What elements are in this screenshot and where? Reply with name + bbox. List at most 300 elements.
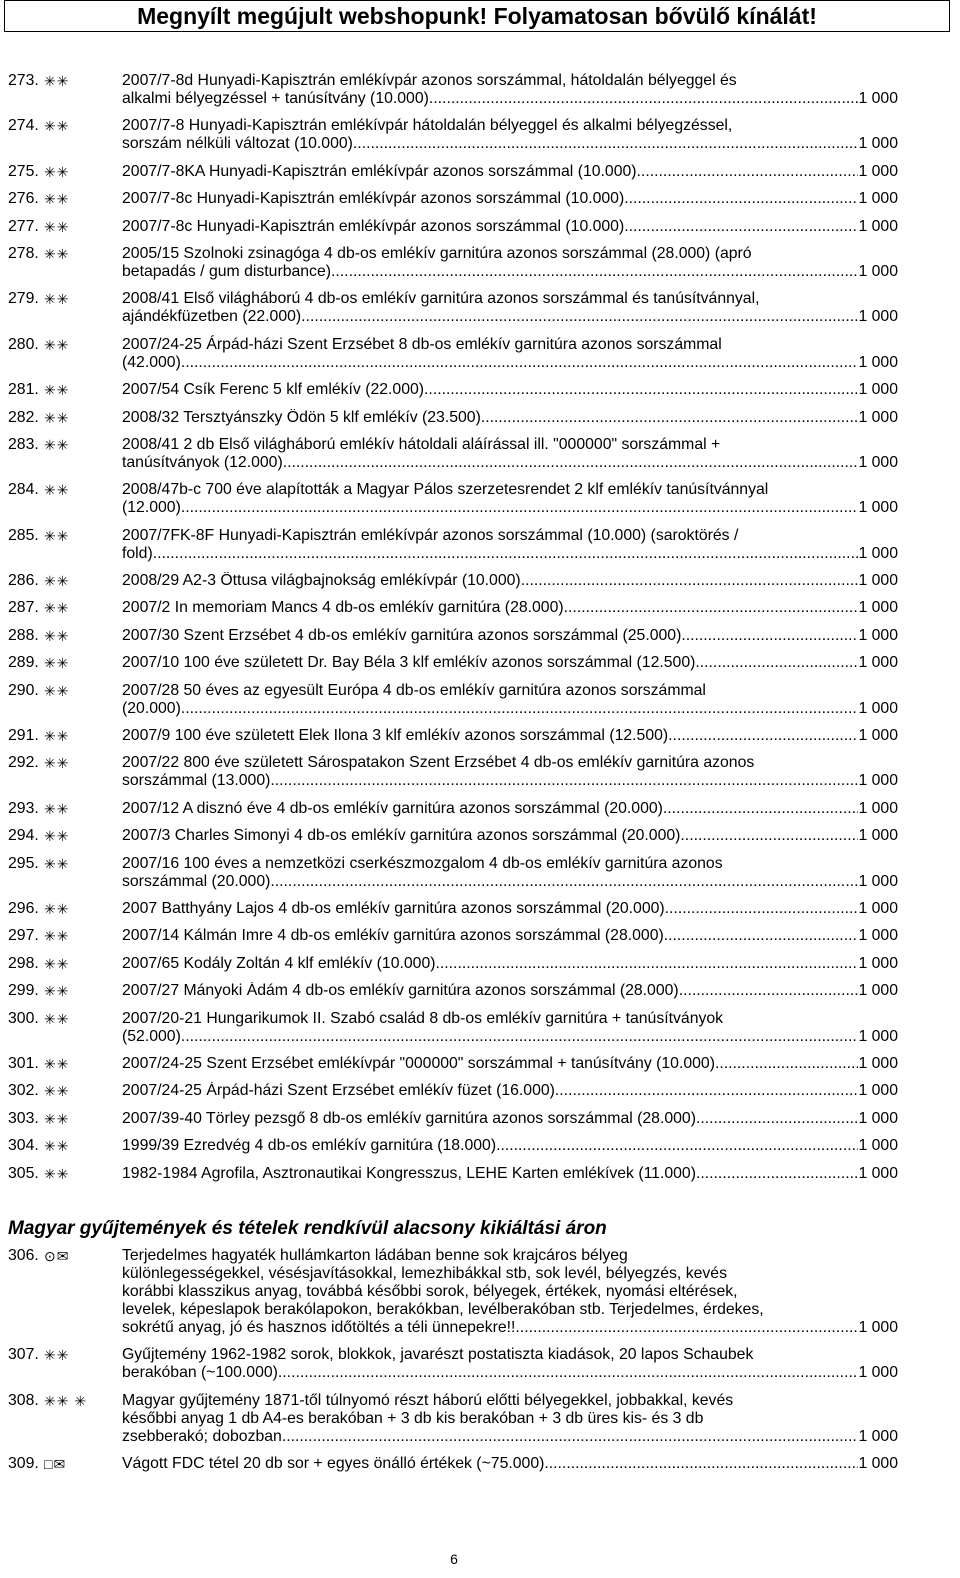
lot-number: 281. xyxy=(8,381,39,399)
description-line: Magyar gyűjtemény 1871-től túlnyomó részt háború előtti bélyegekkel, jobbakkal, kevés xyxy=(122,1391,734,1409)
description-line: 2007/12 A disznó éve 4 db-os emlékív garnitúra azonos sorszámmal (20.000) xyxy=(122,799,663,817)
price-line xyxy=(122,545,898,563)
condition-marks: ✳✳ xyxy=(44,983,70,1000)
description-line: 1982-1984 Agrofila, Asztronautikai Kongresszus, LEHE Karten emlékívek (11.000) xyxy=(122,1164,696,1182)
price-line xyxy=(122,190,898,208)
lot-number: 282. xyxy=(8,408,39,426)
description-line: korábbi klasszikus anyag, továbbá későbbi sorok, bélyegek, értékek, nyomási eltérések, xyxy=(122,1283,738,1300)
price-line xyxy=(122,1319,898,1337)
lot-entry xyxy=(8,1110,908,1128)
lot-number: 309. xyxy=(8,1455,39,1473)
lot-entry xyxy=(8,409,908,427)
starting-price: 1 000 xyxy=(858,654,898,672)
starting-price: 1 000 xyxy=(858,499,898,517)
condition-marks: ✳✳ xyxy=(44,855,70,872)
price-line xyxy=(122,654,898,672)
dot-leader xyxy=(481,409,859,427)
lot-entry xyxy=(8,1247,908,1337)
starting-price: 1 000 xyxy=(858,827,898,845)
dot-leader xyxy=(624,218,858,236)
dot-leader xyxy=(555,1082,859,1100)
lot-number: 280. xyxy=(8,335,39,353)
condition-marks: ✳✳ xyxy=(44,1138,70,1155)
dot-leader xyxy=(181,1028,859,1046)
description-line: zsebberakó; dobozban xyxy=(122,1427,282,1445)
condition-marks: ✳✳ xyxy=(44,191,70,208)
dot-leader xyxy=(637,163,859,181)
dot-leader xyxy=(564,599,859,617)
lot-list xyxy=(8,72,908,1192)
dot-leader xyxy=(282,1428,859,1446)
price-line xyxy=(122,900,898,918)
starting-price: 1 000 xyxy=(858,1364,898,1382)
price-line xyxy=(122,599,898,617)
starting-price: 1 000 xyxy=(858,381,898,399)
price-line xyxy=(122,1165,898,1183)
starting-price: 1 000 xyxy=(858,1319,898,1336)
lot-entry xyxy=(8,218,908,236)
lot-entry xyxy=(8,436,908,472)
starting-price: 1 000 xyxy=(858,1427,898,1445)
dot-leader xyxy=(681,627,858,645)
lot-entry xyxy=(8,727,908,745)
header-banner xyxy=(4,0,950,32)
section-title: Magyar gyűjtemények és tételek rendkívül alacsony kikiáltási áron xyxy=(8,1218,607,1239)
lot-description xyxy=(122,1247,898,1337)
starting-price: 1 000 xyxy=(858,262,898,280)
lot-entry xyxy=(8,481,908,517)
price-line xyxy=(122,90,898,108)
lot-entry xyxy=(8,927,908,945)
starting-price: 1 000 xyxy=(858,872,898,890)
dot-leader xyxy=(696,1165,858,1183)
lot-description xyxy=(122,1392,898,1446)
price-line xyxy=(122,381,898,399)
description-line: 2007/22 800 éve született Sárospatakon Szent Erzsébet 4 db-os emlékív garnitúra azonos xyxy=(122,754,755,772)
dot-leader xyxy=(680,827,858,845)
description-line: 2007/20-21 Hungarikumok II. Szabó család 8 db-os emlékív garnitúra + tanúsítványok xyxy=(122,1009,724,1027)
lot-number: 291. xyxy=(8,727,39,745)
description-line: különlegességekkel, vésésjavításokkal, lemezhibákkal stb, sok levél, bélyegzés, kevés xyxy=(122,1265,727,1282)
condition-marks: ✳✳ xyxy=(44,655,70,672)
dot-leader xyxy=(270,873,858,891)
dot-leader xyxy=(153,545,859,563)
lot-description xyxy=(122,290,898,326)
condition-marks: ⊙✉ xyxy=(44,1248,70,1264)
dot-leader xyxy=(331,263,858,281)
description-line: 2007/7-8KA Hunyadi-Kapisztrán emlékívpár azonos sorszámmal (10.000) xyxy=(122,162,637,180)
dot-leader xyxy=(270,772,858,790)
lot-number: 279. xyxy=(8,290,39,308)
lot-number: 274. xyxy=(8,117,39,135)
lot-number: 284. xyxy=(8,481,39,499)
price-line xyxy=(122,499,898,517)
description-line: 2007/24-25 Árpád-házi Szent Erzsébet emlékív füzet (16.000) xyxy=(122,1082,555,1100)
lot-number: 298. xyxy=(8,954,39,972)
condition-marks: ✳✳ xyxy=(44,1055,70,1072)
header-title: Megnyílt megújult webshopunk! Folyamatosan bővülő kínálát! xyxy=(137,3,817,29)
lot-entry xyxy=(8,955,908,973)
dot-leader xyxy=(624,190,858,208)
lot-description xyxy=(122,955,898,973)
lot-entry xyxy=(8,190,908,208)
condition-marks: ✳✳ xyxy=(44,1010,70,1027)
description-line: Vágott FDC tétel 20 db sor + egyes önálló értékek (~75.000) xyxy=(122,1455,545,1473)
condition-marks: ✳✳ xyxy=(44,245,70,262)
dot-leader xyxy=(668,727,858,745)
starting-price: 1 000 xyxy=(858,772,898,790)
description-line: 1999/39 Ezredvég 4 db-os emlékív garnitúra (18.000) xyxy=(122,1137,497,1155)
price-line xyxy=(122,955,898,973)
lot-description xyxy=(122,654,898,672)
description-line: 2007/7-8d Hunyadi-Kapisztrán emlékívpár azonos sorszámmal, hátoldalán bélyeggel és xyxy=(122,72,737,89)
lot-number: 306. xyxy=(8,1247,39,1264)
lot-entry xyxy=(8,900,908,918)
condition-marks: ✳✳ xyxy=(44,291,70,308)
lot-entry xyxy=(8,163,908,181)
lot-entry xyxy=(8,982,908,1000)
description-line: 2007/16 100 éves a nemzetközi cserkészmozgalom 4 db-os emlékív garnitúra azonos xyxy=(122,854,723,872)
description-line: 2008/41 2 db Első világháború emlékív hátoldali aláírással ill. "000000" sorszámmal + xyxy=(122,435,721,453)
price-line xyxy=(122,572,898,590)
lot-description xyxy=(122,982,898,1000)
condition-marks: ✳✳ xyxy=(44,800,70,817)
description-line: 2007/3 Charles Simonyi 4 db-os emlékív garnitúra azonos sorszámmal (20.000) xyxy=(122,827,681,845)
lot-number: 304. xyxy=(8,1137,39,1155)
page-number: 6 xyxy=(450,1551,458,1567)
price-line xyxy=(122,409,898,427)
dot-leader xyxy=(429,90,859,108)
condition-marks: ✳✳ xyxy=(44,382,70,399)
price-line xyxy=(122,1428,898,1446)
lot-description xyxy=(122,481,898,517)
price-line xyxy=(122,1455,898,1473)
condition-marks: ✳✳ xyxy=(44,900,70,917)
lot-number: 283. xyxy=(8,435,39,453)
starting-price: 1 000 xyxy=(858,217,898,235)
description-line: 2007/27 Mányoki Ádám 4 db-os emlékív garnitúra azonos sorszámmal (28.000) xyxy=(122,982,679,1000)
lot-entry xyxy=(8,599,908,617)
lot-entry xyxy=(8,527,908,563)
lot-entry xyxy=(8,572,908,590)
condition-marks: ✳✳ xyxy=(44,482,70,499)
price-line xyxy=(122,627,898,645)
description-line: 2008/29 A2-3 Öttusa világbajnokság emlékívpár (10.000) xyxy=(122,572,521,590)
description-line: 2007/7FK-8F Hunyadi-Kapisztrán emlékívpár azonos sorszámmal (10.000) (saroktörés / xyxy=(122,526,739,544)
price-line xyxy=(122,454,898,472)
lot-description xyxy=(122,436,898,472)
lot-description xyxy=(122,682,898,718)
lot-number: 305. xyxy=(8,1164,39,1182)
starting-price: 1 000 xyxy=(858,727,898,745)
lot-entry xyxy=(8,855,908,891)
price-line xyxy=(122,354,898,372)
lot-number: 302. xyxy=(8,1082,39,1100)
price-line xyxy=(122,1082,898,1100)
condition-marks: ✳✳ xyxy=(44,600,70,617)
description-line: 2007/39-40 Törley pezsgő 8 db-os emlékív garnitúra azonos sorszámmal (28.000) xyxy=(122,1109,696,1127)
lot-entry xyxy=(8,682,908,718)
starting-price: 1 000 xyxy=(858,1082,898,1100)
lot-number: 296. xyxy=(8,899,39,917)
description-line: sorszám nélküli változat (10.000) xyxy=(122,135,353,153)
dot-leader xyxy=(679,982,859,1000)
dot-leader xyxy=(664,927,859,945)
description-line: 2007/30 Szent Erzsébet 4 db-os emlékív garnitúra azonos sorszámmal (25.000) xyxy=(122,626,682,644)
price-line xyxy=(122,772,898,790)
description-line: 2007/2 In memoriam Mancs 4 db-os emlékív garnitúra (28.000) xyxy=(122,599,564,617)
condition-marks: ✳✳ xyxy=(44,336,70,353)
condition-marks: ✳✳ xyxy=(44,928,70,945)
description-line: (52.000) xyxy=(122,1027,181,1045)
dot-leader xyxy=(283,454,859,472)
lot-number: 275. xyxy=(8,162,39,180)
starting-price: 1 000 xyxy=(858,1054,898,1072)
lot-entry xyxy=(8,1010,908,1046)
description-line: sokrétű anyag, jó és hasznos időtöltés a téli ünnepekre!! xyxy=(122,1319,516,1336)
lot-description xyxy=(122,381,898,399)
condition-marks: ✳✳ xyxy=(44,527,70,544)
lot-entry xyxy=(8,290,908,326)
condition-marks: ✳✳ xyxy=(44,118,70,135)
starting-price: 1 000 xyxy=(858,135,898,153)
price-line xyxy=(122,163,898,181)
condition-marks: ✳✳ xyxy=(44,627,70,644)
lot-list-collections xyxy=(8,1247,908,1483)
condition-marks: ✳✳ xyxy=(44,955,70,972)
lot-entry xyxy=(8,1346,908,1382)
lot-description xyxy=(122,800,898,818)
condition-marks: ✳✳ xyxy=(44,728,70,745)
starting-price: 1 000 xyxy=(858,90,898,107)
lot-number: 276. xyxy=(8,190,39,208)
description-line: berakóban (~100.000) xyxy=(122,1364,278,1382)
lot-entry xyxy=(8,1055,908,1073)
condition-marks: ✳✳ xyxy=(44,409,70,426)
starting-price: 1 000 xyxy=(858,544,898,562)
starting-price: 1 000 xyxy=(858,308,898,326)
lot-entry xyxy=(8,245,908,281)
lot-description xyxy=(122,245,898,281)
description-line: sorszámmal (20.000) xyxy=(122,872,271,890)
price-line xyxy=(122,1110,898,1128)
lot-entry xyxy=(8,1392,908,1446)
lot-entry xyxy=(8,72,908,108)
condition-marks: ✳✳ xyxy=(44,1110,70,1127)
description-line: 2007/24-25 Szent Erzsébet emlékívpár "000000" sorszámmal + tanúsítvány (10.000) xyxy=(122,1054,715,1072)
condition-marks: ✳✳ xyxy=(44,163,70,180)
starting-price: 1 000 xyxy=(858,599,898,617)
dot-leader xyxy=(715,1055,859,1073)
starting-price: 1 000 xyxy=(858,799,898,817)
lot-entry xyxy=(8,654,908,672)
starting-price: 1 000 xyxy=(858,1109,898,1127)
condition-marks: ✳✳ xyxy=(44,755,70,772)
lot-number: 278. xyxy=(8,244,39,262)
starting-price: 1 000 xyxy=(858,162,898,180)
price-line xyxy=(122,927,898,945)
starting-price: 1 000 xyxy=(858,1455,898,1473)
lot-description xyxy=(122,727,898,745)
starting-price: 1 000 xyxy=(858,626,898,644)
description-line: 2008/41 Első világháború 4 db-os emlékív garnitúra azonos sorszámmal és tanúsítvánnyal, xyxy=(122,290,760,308)
lot-description xyxy=(122,627,898,645)
lot-description xyxy=(122,1137,898,1155)
starting-price: 1 000 xyxy=(858,408,898,426)
lot-description xyxy=(122,336,898,372)
description-line: 2007/54 Csík Ferenc 5 klf emlékív (22.000) xyxy=(122,381,425,399)
description-line: ajándékfüzetben (22.000) xyxy=(122,308,302,326)
starting-price: 1 000 xyxy=(858,572,898,590)
description-line: 2007/7-8 Hunyadi-Kapisztrán emlékívpár hátoldalán bélyeggel és alkalmi bélyegzéssel, xyxy=(122,117,733,135)
lot-description xyxy=(122,1110,898,1128)
starting-price: 1 000 xyxy=(858,1137,898,1155)
description-line: (20.000) xyxy=(122,699,181,717)
description-line: Gyűjtemény 1962-1982 sorok, blokkok, javarészt postatiszta kiadások, 20 lapos Schaubek xyxy=(122,1346,754,1364)
price-line xyxy=(122,1028,898,1046)
condition-marks: ✳✳ xyxy=(44,73,70,89)
starting-price: 1 000 xyxy=(858,453,898,471)
starting-price: 1 000 xyxy=(858,1164,898,1182)
description-line: 2007/24-25 Árpád-házi Szent Erzsébet 8 db-os emlékív garnitúra azonos sorszámmal xyxy=(122,335,722,353)
lot-number: 293. xyxy=(8,799,39,817)
lot-description xyxy=(122,190,898,208)
lot-description xyxy=(122,900,898,918)
dot-leader xyxy=(663,800,859,818)
price-line xyxy=(122,1364,898,1382)
description-line: levelek, képeslapok berakólapokon, berakókban, levélberakóban stb. Terjedelmes, érdekes, xyxy=(122,1301,764,1318)
dot-leader xyxy=(181,499,859,517)
lot-description xyxy=(122,827,898,845)
price-line xyxy=(122,727,898,745)
condition-marks: ✳✳ xyxy=(44,1347,70,1364)
dot-leader xyxy=(181,700,859,718)
price-line xyxy=(122,1055,898,1073)
price-line xyxy=(122,700,898,718)
dot-leader xyxy=(436,955,859,973)
price-line xyxy=(122,308,898,326)
starting-price: 1 000 xyxy=(858,899,898,917)
lot-description xyxy=(122,409,898,427)
lot-entry xyxy=(8,754,908,790)
lot-number: 303. xyxy=(8,1109,39,1127)
lot-entry xyxy=(8,627,908,645)
description-line: 2007/9 100 éve született Elek Ilona 3 klf emlékív azonos sorszámmal (12.500) xyxy=(122,727,669,745)
condition-marks: ✳✳ xyxy=(44,1083,70,1100)
lot-description xyxy=(122,1455,898,1473)
starting-price: 1 000 xyxy=(858,353,898,371)
dot-leader xyxy=(515,1319,858,1337)
lot-description xyxy=(122,1165,898,1183)
lot-entry xyxy=(8,1137,908,1155)
lot-entry xyxy=(8,827,908,845)
lot-description xyxy=(122,527,898,563)
dot-leader xyxy=(695,654,858,672)
lot-number: 300. xyxy=(8,1009,39,1027)
description-line: 2007/65 Kodály Zoltán 4 klf emlékív (10.000) xyxy=(122,954,436,972)
description-line: 2007/14 Kálmán Imre 4 db-os emlékív garnitúra azonos sorszámmal (28.000) xyxy=(122,927,664,945)
lot-number: 289. xyxy=(8,654,39,672)
dot-leader xyxy=(424,381,858,399)
price-line xyxy=(122,135,898,153)
description-line: alkalmi bélyegzéssel + tanúsítvány (10.000) xyxy=(122,90,429,107)
description-line: későbbi anyag 1 db A4-es berakóban + 3 db kis berakóban + 3 db üres kis- és 3 db xyxy=(122,1409,704,1427)
price-line xyxy=(122,218,898,236)
description-line: fold) xyxy=(122,544,153,562)
description-line: (42.000) xyxy=(122,353,181,371)
lot-description xyxy=(122,927,898,945)
description-line: betapadás / gum disturbance) xyxy=(122,262,332,280)
lot-description xyxy=(122,1346,898,1382)
dot-leader xyxy=(521,572,859,590)
condition-marks: ✳✳ xyxy=(44,1165,70,1182)
lot-number: 301. xyxy=(8,1054,39,1072)
lot-description xyxy=(122,855,898,891)
lot-description xyxy=(122,754,898,790)
description-line: 2005/15 Szolnoki zsinagóga 4 db-os emlékív garnitúra azonos sorszámmal (28.000) (apró xyxy=(122,244,752,262)
lot-description xyxy=(122,163,898,181)
price-line xyxy=(122,263,898,281)
starting-price: 1 000 xyxy=(858,190,898,208)
lot-number: 288. xyxy=(8,626,39,644)
price-line xyxy=(122,827,898,845)
description-line: 2007 Batthyány Lajos 4 db-os emlékív garnitúra azonos sorszámmal (20.000) xyxy=(122,899,665,917)
lot-number: 294. xyxy=(8,827,39,845)
lot-number: 286. xyxy=(8,572,39,590)
description-line: 2007/28 50 éves az egyesült Európa 4 db-os emlékív garnitúra azonos sorszámmal xyxy=(122,681,706,699)
lot-number: 295. xyxy=(8,854,39,872)
description-line: Terjedelmes hagyaték hullámkarton ládában benne sok krajcáros bélyeg xyxy=(122,1247,628,1264)
lot-entry xyxy=(8,117,908,153)
starting-price: 1 000 xyxy=(858,982,898,1000)
starting-price: 1 000 xyxy=(858,954,898,972)
description-line: 2007/7-8c Hunyadi-Kapisztrán emlékívpár azonos sorszámmal (10.000) xyxy=(122,217,625,235)
starting-price: 1 000 xyxy=(858,1027,898,1045)
dot-leader xyxy=(278,1364,859,1382)
lot-description xyxy=(122,1082,898,1100)
lot-number: 285. xyxy=(8,526,39,544)
lot-description xyxy=(122,599,898,617)
starting-price: 1 000 xyxy=(858,927,898,945)
condition-marks: □✉ xyxy=(44,1456,67,1473)
lot-entry xyxy=(8,1165,908,1183)
lot-entry xyxy=(8,336,908,372)
condition-marks: ✳✳ xyxy=(44,436,70,453)
lot-entry xyxy=(8,800,908,818)
lot-number: 277. xyxy=(8,217,39,235)
lot-description xyxy=(122,1055,898,1073)
lot-description xyxy=(122,72,898,108)
dot-leader xyxy=(696,1110,859,1128)
description-line: 2007/7-8c Hunyadi-Kapisztrán emlékívpár azonos sorszámmal (10.000) xyxy=(122,190,625,208)
dot-leader xyxy=(353,135,859,153)
description-line: tanúsítványok (12.000) xyxy=(122,453,283,471)
dot-leader xyxy=(181,354,859,372)
price-line xyxy=(122,1137,898,1155)
condition-marks: ✳✳ xyxy=(44,682,70,699)
lot-number: 307. xyxy=(8,1346,39,1364)
description-line: (12.000) xyxy=(122,499,181,517)
lot-number: 287. xyxy=(8,599,39,617)
description-line: 2008/32 Tersztyánszky Ödön 5 klf emlékív (23.500) xyxy=(122,408,481,426)
price-line xyxy=(122,873,898,891)
price-line xyxy=(122,800,898,818)
lot-description xyxy=(122,1010,898,1046)
condition-marks: ✳✳ xyxy=(44,573,70,590)
dot-leader xyxy=(544,1455,858,1473)
price-line xyxy=(122,982,898,1000)
starting-price: 1 000 xyxy=(858,699,898,717)
